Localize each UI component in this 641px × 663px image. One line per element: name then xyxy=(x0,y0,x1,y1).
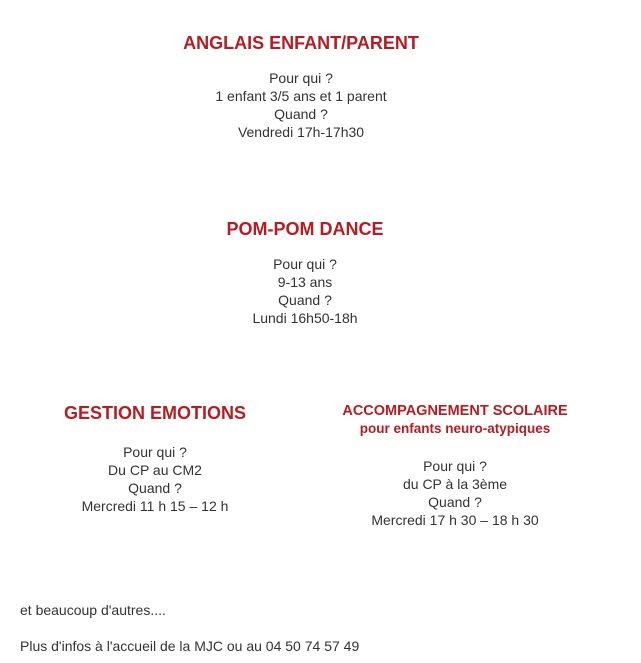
who-label: Pour qui ? xyxy=(423,458,487,474)
when-label: Quand ? xyxy=(278,292,332,308)
section-anglais-enfant-parent xyxy=(0,32,602,141)
who-value: 1 enfant 3/5 ans et 1 parent xyxy=(215,88,387,104)
when-value: Mercredi 11 h 15 – 12 h xyxy=(81,498,229,514)
when-label: Quand ? xyxy=(274,106,328,122)
section-title: ANGLAIS ENFANT/PARENT xyxy=(183,33,419,53)
section-title: ACCOMPAGNEMENT SCOLAIRE xyxy=(342,403,568,419)
when-label: Quand ? xyxy=(428,494,482,510)
who-label: Pour qui ? xyxy=(123,444,187,460)
who-value: 9-13 ans xyxy=(277,274,333,290)
footer-more-text: et beaucoup d'autres.... xyxy=(20,602,166,618)
when-label: Quand ? xyxy=(128,480,182,496)
who-label: Pour qui ? xyxy=(273,256,337,272)
section-gestion-emotions xyxy=(0,402,310,515)
section-title: GESTION EMOTIONS xyxy=(63,403,246,423)
who-value: du CP à la 3ème xyxy=(402,476,508,492)
who-label: Pour qui ? xyxy=(269,70,333,86)
section-accompagnement-scolaire xyxy=(305,402,605,529)
section-pom-pom-dance xyxy=(0,218,610,327)
when-value: Mercredi 17 h 30 – 18 h 30 xyxy=(371,512,539,528)
section-title: POM-POM DANCE xyxy=(226,219,384,239)
when-value: Vendredi 17h-17h30 xyxy=(237,124,365,140)
section-subtitle: pour enfants neuro-atypiques xyxy=(359,421,551,436)
who-value: Du CP au CM2 xyxy=(108,462,202,478)
when-value: Lundi 16h50-18h xyxy=(252,310,358,326)
footer-info-text: Plus d'infos à l'accueil de la MJC ou au 04 50 74 57 49 xyxy=(20,638,360,654)
